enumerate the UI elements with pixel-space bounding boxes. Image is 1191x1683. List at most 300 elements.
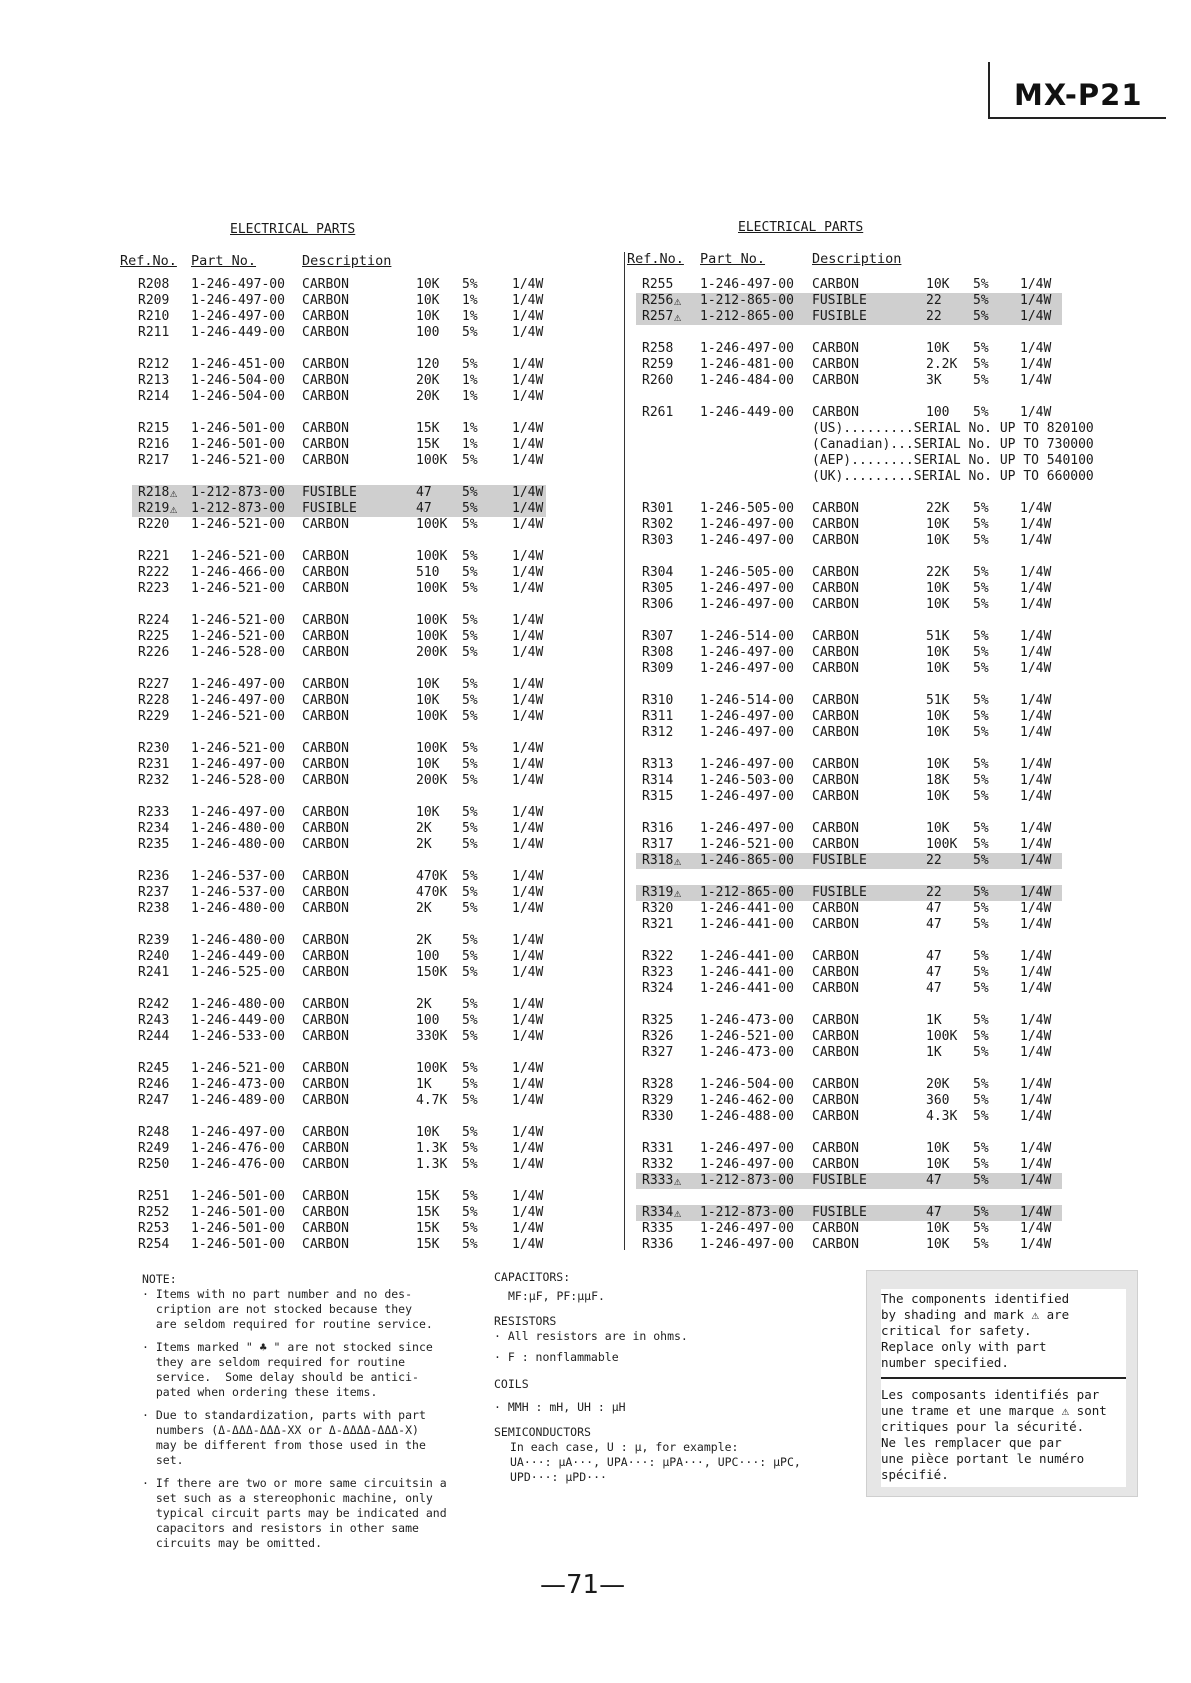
tolerance: 5% [462, 837, 478, 852]
description: CARBON [302, 1157, 349, 1172]
part-number: 1-246-484-00 [700, 373, 794, 388]
tolerance: 1% [462, 373, 478, 388]
part-number: 1-246-501-00 [191, 1205, 285, 1220]
safety-mark-icon: ⚠ [674, 1174, 682, 1188]
safety-line: Replace only with part [881, 1339, 1047, 1354]
tolerance: 5% [462, 1125, 478, 1140]
value: 10K [416, 277, 440, 292]
ref-number: R220 [138, 517, 170, 532]
ref-number: R208 [138, 277, 170, 292]
value: 20K [416, 373, 440, 388]
safety-line: Ne les remplacer que par [881, 1435, 1062, 1450]
value: 51K [926, 693, 950, 708]
tolerance: 5% [462, 565, 478, 580]
tolerance: 5% [462, 997, 478, 1012]
semiconductors-line-1: In each case, U : μ, for example: [510, 1440, 739, 1454]
tolerance: 5% [973, 1157, 989, 1172]
ref-number: R325 [642, 1013, 674, 1028]
value: 51K [926, 629, 950, 644]
parts-row [132, 565, 546, 581]
tolerance: 5% [973, 533, 989, 548]
ref-number: R239 [138, 933, 170, 948]
ref-number: R301 [642, 501, 674, 516]
ref-number: R306 [642, 597, 674, 612]
part-number: 1-246-521-00 [191, 517, 285, 532]
wattage: 1/4W [512, 997, 544, 1012]
part-number: 1-246-501-00 [191, 1221, 285, 1236]
parts-row [636, 661, 1062, 677]
value: 20K [926, 1077, 950, 1092]
resistors-title: RESISTORS [494, 1314, 557, 1328]
wattage: 1/4W [512, 949, 544, 964]
part-number: 1-212-865-00 [700, 885, 794, 900]
ref-number: R232 [138, 773, 170, 788]
part-number: 1-246-497-00 [191, 277, 285, 292]
tolerance: 5% [973, 693, 989, 708]
semiconductors-line-2: UA···: μA···, UPA···: μPA···, UPC···: μPC, [510, 1455, 801, 1469]
wattage: 1/4W [512, 277, 544, 292]
right-header-desc: Description [812, 251, 902, 267]
tolerance: 5% [973, 661, 989, 676]
tolerance: 5% [973, 565, 989, 580]
ref-number: R247 [138, 1093, 170, 1108]
note-line: · Due to standardization, parts with part [142, 1408, 426, 1422]
ref-number: R209 [138, 293, 170, 308]
wattage: 1/4W [1020, 725, 1052, 740]
note-line: service. Some delay should be antici- [142, 1370, 419, 1384]
safety-mark-icon: ⚠ [674, 1206, 682, 1220]
value: 1K [416, 1077, 432, 1092]
parts-row [132, 709, 546, 725]
tolerance: 5% [973, 597, 989, 612]
wattage: 1/4W [1020, 1141, 1052, 1156]
value: 100 [416, 949, 440, 964]
ref-number: R243 [138, 1013, 170, 1028]
wattage: 1/4W [1020, 693, 1052, 708]
capacitors-text: MF:μF, PF:μμF. [508, 1289, 605, 1303]
wattage: 1/4W [1020, 917, 1052, 932]
ref-number: R332 [642, 1157, 674, 1172]
part-number: 1-246-501-00 [191, 437, 285, 452]
description: CARBON [812, 1029, 859, 1044]
part-number: 1-246-466-00 [191, 565, 285, 580]
tolerance: 5% [973, 965, 989, 980]
tolerance: 5% [973, 645, 989, 660]
ref-number: R334 [642, 1205, 674, 1220]
part-number: 1-246-521-00 [191, 453, 285, 468]
ref-number: R211 [138, 325, 170, 340]
tolerance: 5% [462, 1013, 478, 1028]
value: 2K [416, 901, 432, 916]
parts-row [132, 1157, 546, 1173]
wattage: 1/4W [512, 741, 544, 756]
right-header-ref: Ref.No. [627, 251, 684, 267]
value: 100 [926, 405, 950, 420]
description: CARBON [302, 277, 349, 292]
ref-number: R257 [642, 309, 674, 324]
ref-number: R252 [138, 1205, 170, 1220]
wattage: 1/4W [1020, 581, 1052, 596]
part-number: 1-246-489-00 [191, 1093, 285, 1108]
parts-row [636, 469, 1094, 485]
tolerance: 1% [462, 293, 478, 308]
description: FUSIBLE [812, 293, 867, 308]
wattage: 1/4W [512, 293, 544, 308]
part-number: 1-246-533-00 [191, 1029, 285, 1044]
part-number: 1-246-497-00 [700, 789, 794, 804]
ref-number: R318 [642, 853, 674, 868]
value: 47 [926, 965, 942, 980]
part-number: 1-246-505-00 [700, 565, 794, 580]
note-section [142, 1272, 447, 1551]
ref-number: R234 [138, 821, 170, 836]
parts-row [636, 1221, 1062, 1237]
part-number: 1-246-476-00 [191, 1157, 285, 1172]
tolerance: 5% [462, 773, 478, 788]
part-number: 1-246-503-00 [700, 773, 794, 788]
tolerance: 1% [462, 309, 478, 324]
tolerance: 5% [462, 933, 478, 948]
tolerance: 5% [462, 613, 478, 628]
tolerance: 5% [973, 981, 989, 996]
value: 15K [416, 437, 440, 452]
parts-row [132, 325, 546, 341]
part-number: 1-246-441-00 [700, 901, 794, 916]
part-number: 1-212-873-00 [191, 501, 285, 516]
part-number: 1-246-537-00 [191, 869, 285, 884]
part-number: 1-246-537-00 [191, 885, 285, 900]
part-number: 1-246-497-00 [700, 709, 794, 724]
safety-line: The components identified [881, 1291, 1070, 1306]
value: 47 [926, 901, 942, 916]
value: 510 [416, 565, 440, 580]
description: (US).........SERIAL No. UP TO 820100 [812, 421, 1094, 436]
parts-row [636, 533, 1062, 549]
value: 18K [926, 773, 950, 788]
value: 100K [416, 613, 448, 628]
value: 10K [926, 517, 950, 532]
part-number: 1-246-501-00 [191, 1237, 285, 1252]
parts-row [636, 565, 1062, 581]
tolerance: 5% [973, 1237, 989, 1252]
value: 470K [416, 869, 448, 884]
part-number: 1-246-505-00 [700, 501, 794, 516]
tolerance: 5% [462, 1093, 478, 1108]
note-line: may be different from those used in the [142, 1438, 426, 1452]
parts-row [636, 773, 1062, 789]
wattage: 1/4W [512, 453, 544, 468]
wattage: 1/4W [1020, 821, 1052, 836]
wattage: 1/4W [512, 1061, 544, 1076]
wattage: 1/4W [1020, 405, 1052, 420]
value: 10K [926, 581, 950, 596]
tolerance: 5% [462, 869, 478, 884]
tolerance: 5% [973, 581, 989, 596]
parts-row [132, 373, 546, 389]
tolerance: 5% [973, 709, 989, 724]
ref-number: R254 [138, 1237, 170, 1252]
ref-number: R245 [138, 1061, 170, 1076]
ref-number: R212 [138, 357, 170, 372]
wattage: 1/4W [512, 309, 544, 324]
coils-title: COILS [494, 1377, 529, 1391]
wattage: 1/4W [512, 869, 544, 884]
ref-number: R236 [138, 869, 170, 884]
part-number: 1-246-865-00 [700, 853, 794, 868]
description: CARBON [302, 1237, 349, 1252]
part-number: 1-246-501-00 [191, 421, 285, 436]
wattage: 1/4W [1020, 1237, 1052, 1252]
note-line: they are seldom required for routine [142, 1355, 406, 1369]
description: CARBON [302, 613, 349, 628]
description: CARBON [302, 885, 349, 900]
description: CARBON [812, 965, 859, 980]
left-header-desc: Description [302, 253, 392, 269]
wattage: 1/4W [1020, 517, 1052, 532]
wattage: 1/4W [1020, 501, 1052, 516]
ref-number: R217 [138, 453, 170, 468]
tolerance: 5% [462, 549, 478, 564]
part-number: 1-246-521-00 [191, 581, 285, 596]
part-number: 1-246-521-00 [191, 629, 285, 644]
part-number: 1-246-449-00 [700, 405, 794, 420]
resistors-line-1: · All resistors are in ohms. [494, 1329, 688, 1343]
description: CARBON [812, 917, 859, 932]
wattage: 1/4W [512, 645, 544, 660]
wattage: 1/4W [1020, 1045, 1052, 1060]
description: CARBON [812, 1077, 859, 1092]
tolerance: 5% [973, 885, 989, 900]
value: 1K [926, 1045, 942, 1060]
parts-row [132, 1029, 546, 1045]
wattage: 1/4W [512, 1141, 544, 1156]
parts-row [132, 549, 546, 565]
tolerance: 5% [973, 1093, 989, 1108]
safety-mark-icon: ⚠ [674, 310, 682, 324]
tolerance: 5% [973, 1141, 989, 1156]
wattage: 1/4W [1020, 853, 1052, 868]
description: FUSIBLE [812, 885, 867, 900]
parts-row [132, 1077, 546, 1093]
description: CARBON [302, 389, 349, 404]
description: CARBON [302, 965, 349, 980]
wattage: 1/4W [512, 629, 544, 644]
part-number: 1-246-488-00 [700, 1109, 794, 1124]
tolerance: 5% [462, 821, 478, 836]
value: 10K [926, 533, 950, 548]
description: CARBON [302, 821, 349, 836]
wattage: 1/4W [512, 389, 544, 404]
ref-number: R303 [642, 533, 674, 548]
value: 2K [416, 933, 432, 948]
description: CARBON [302, 1189, 349, 1204]
part-number: 1-246-497-00 [700, 533, 794, 548]
description: CARBON [812, 645, 859, 660]
description: CARBON [812, 1045, 859, 1060]
wattage: 1/4W [1020, 277, 1052, 292]
ref-number: R237 [138, 885, 170, 900]
description: CARBON [302, 1093, 349, 1108]
ref-number: R261 [642, 405, 674, 420]
capacitors-title: CAPACITORS: [494, 1270, 571, 1284]
ref-number: R305 [642, 581, 674, 596]
wattage: 1/4W [512, 517, 544, 532]
ref-number: R253 [138, 1221, 170, 1236]
wattage: 1/4W [1020, 533, 1052, 548]
parts-row [636, 757, 1062, 773]
note-line: circuits may be omitted. [142, 1536, 323, 1550]
part-number: 1-246-497-00 [700, 645, 794, 660]
ref-number: R238 [138, 901, 170, 916]
wattage: 1/4W [512, 1189, 544, 1204]
parts-row [132, 309, 546, 325]
parts-row [132, 965, 546, 981]
tolerance: 5% [973, 949, 989, 964]
ref-number: R317 [642, 837, 674, 852]
description: CARBON [302, 1061, 349, 1076]
value: 100K [416, 453, 448, 468]
tolerance: 5% [973, 1173, 989, 1188]
tolerance: 5% [973, 357, 989, 372]
part-number: 1-246-521-00 [191, 613, 285, 628]
wattage: 1/4W [1020, 597, 1052, 612]
parts-row [636, 693, 1062, 709]
safety-mark-icon: ⚠ [674, 886, 682, 900]
parts-row [132, 1205, 546, 1221]
value: 10K [416, 309, 440, 324]
part-number: 1-246-504-00 [191, 389, 285, 404]
parts-row [636, 405, 1062, 421]
description: CARBON [302, 437, 349, 452]
parts-row [132, 677, 546, 693]
value: 47 [926, 981, 942, 996]
value: 10K [416, 293, 440, 308]
parts-row [132, 885, 546, 901]
wattage: 1/4W [512, 709, 544, 724]
ref-number: R240 [138, 949, 170, 964]
parts-row [132, 949, 546, 965]
parts-row [132, 1221, 546, 1237]
wattage: 1/4W [512, 677, 544, 692]
part-number: 1-246-480-00 [191, 901, 285, 916]
description: CARBON [812, 341, 859, 356]
description: CARBON [302, 1029, 349, 1044]
parts-row [132, 421, 546, 437]
description: FUSIBLE [302, 485, 357, 500]
description: CARBON [812, 837, 859, 852]
note-line: set such as a stereophonic machine, only [142, 1491, 433, 1505]
description: CARBON [302, 309, 349, 324]
description: CARBON [302, 325, 349, 340]
left-column-title: ELECTRICAL PARTS [230, 222, 356, 237]
parts-row [132, 517, 546, 533]
semiconductors-line-3: UPD···: μPD··· [510, 1470, 607, 1484]
tolerance: 1% [462, 437, 478, 452]
parts-row [132, 997, 546, 1013]
part-number: 1-246-441-00 [700, 981, 794, 996]
value: 15K [416, 421, 440, 436]
parts-row [636, 309, 1062, 325]
value: 10K [926, 645, 950, 660]
parts-row [636, 501, 1062, 517]
tolerance: 5% [462, 325, 478, 340]
description: CARBON [302, 581, 349, 596]
description: FUSIBLE [812, 1205, 867, 1220]
ref-number: R311 [642, 709, 674, 724]
wattage: 1/4W [512, 373, 544, 388]
parts-row [132, 821, 546, 837]
value: 47 [926, 917, 942, 932]
wattage: 1/4W [1020, 709, 1052, 724]
ref-number: R323 [642, 965, 674, 980]
wattage: 1/4W [512, 357, 544, 372]
description: CARBON [302, 373, 349, 388]
description: CARBON [812, 501, 859, 516]
wattage: 1/4W [1020, 565, 1052, 580]
value: 100K [416, 581, 448, 596]
ref-number: R319 [642, 885, 674, 900]
tolerance: 5% [973, 725, 989, 740]
ref-number: R259 [642, 357, 674, 372]
wattage: 1/4W [512, 565, 544, 580]
parts-row [132, 757, 546, 773]
part-number: 1-246-481-00 [700, 357, 794, 372]
ref-number: R322 [642, 949, 674, 964]
description: CARBON [302, 949, 349, 964]
description: CARBON [302, 549, 349, 564]
description: CARBON [812, 693, 859, 708]
parts-row [636, 1157, 1062, 1173]
wattage: 1/4W [512, 501, 544, 516]
ref-number: R213 [138, 373, 170, 388]
part-number: 1-246-480-00 [191, 821, 285, 836]
description: CARBON [302, 293, 349, 308]
ref-number: R233 [138, 805, 170, 820]
ref-number: R241 [138, 965, 170, 980]
parts-row [132, 357, 546, 373]
value: 22 [926, 885, 942, 900]
note-line: · Items with no part number and no des- [142, 1287, 413, 1301]
wattage: 1/4W [1020, 341, 1052, 356]
parts-row [132, 805, 546, 821]
ref-number: R331 [642, 1141, 674, 1156]
value: 1.3K [416, 1141, 448, 1156]
tolerance: 5% [973, 341, 989, 356]
value: 10K [416, 693, 440, 708]
parts-row [132, 901, 546, 917]
description: FUSIBLE [812, 1173, 867, 1188]
description: CARBON [812, 373, 859, 388]
part-number: 1-246-528-00 [191, 773, 285, 788]
ref-number: R248 [138, 1125, 170, 1140]
value: 15K [416, 1237, 440, 1252]
wattage: 1/4W [1020, 1013, 1052, 1028]
description: CARBON [812, 757, 859, 772]
parts-row [132, 869, 546, 885]
parts-row [132, 581, 546, 597]
value: 10K [416, 805, 440, 820]
tolerance: 5% [973, 1221, 989, 1236]
value: 150K [416, 965, 448, 980]
value: 10K [416, 677, 440, 692]
wattage: 1/4W [1020, 373, 1052, 388]
parts-row [636, 293, 1062, 309]
part-number: 1-246-521-00 [191, 549, 285, 564]
tolerance: 5% [462, 357, 478, 372]
part-number: 1-246-521-00 [191, 1061, 285, 1076]
part-number: 1-246-497-00 [700, 1237, 794, 1252]
wattage: 1/4W [1020, 1077, 1052, 1092]
